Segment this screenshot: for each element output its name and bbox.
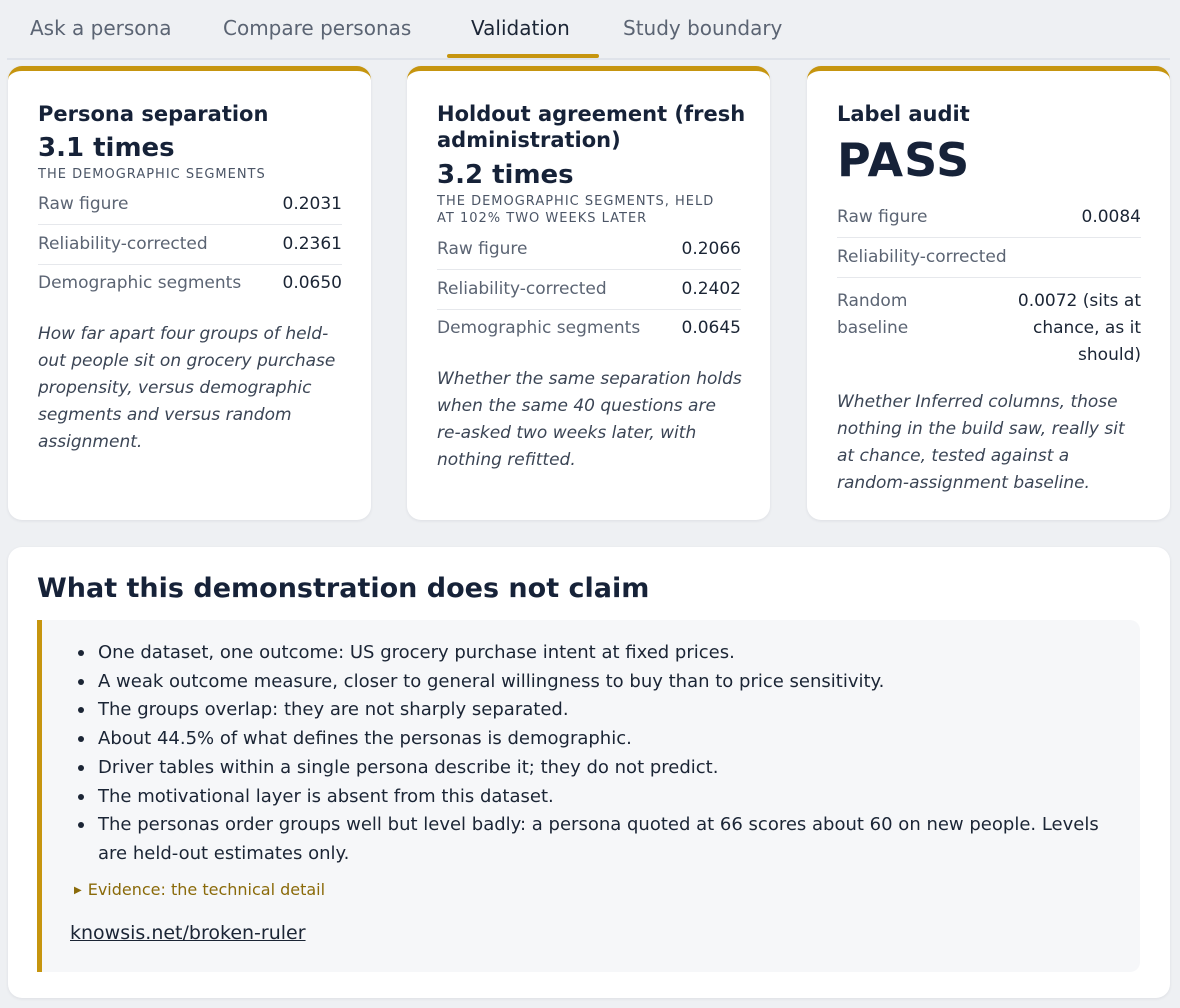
- evidence-label: Evidence: the technical detail: [87, 880, 326, 899]
- list-item: The motivational layer is absent from this dataset.: [98, 783, 1118, 812]
- metric-value: 0.0650: [282, 273, 342, 293]
- list-item: About 44.5% of what defines the personas is demographic.: [98, 725, 1118, 754]
- metric-value: 0.0645: [681, 318, 741, 338]
- holdout-caption: THE DEMOGRAPHIC SEGMENTS, HELD AT 102% TWO WEEKS LATER: [437, 194, 715, 226]
- list-item: The personas order groups well but level badly: a persona quoted at 66 scores about 60 on new people. Levels are held-out estimates only.: [98, 811, 1118, 868]
- separation-caption: THE DEMOGRAPHIC SEGMENTS: [38, 167, 266, 182]
- metric-label: Reliability-corrected: [437, 279, 607, 299]
- active-tab-indicator: [447, 54, 599, 58]
- card-note: How far apart four groups of held-out people sit on grocery purchase propensity, versus demographic segments and versus random assignment.: [38, 324, 336, 452]
- broken-ruler-link[interactable]: knowsis.net/broken-ruler: [70, 922, 306, 944]
- tab-compare-personas[interactable]: Compare personas: [223, 16, 412, 40]
- list-item: A weak outcome measure, closer to general willingness to buy than to price sensitivity.: [98, 668, 1118, 697]
- metric-row: [38, 263, 342, 303]
- metric-value: 0.2066: [681, 239, 741, 259]
- metric-value: 0.2361: [282, 234, 342, 254]
- metric-row: [38, 184, 342, 225]
- metric-value: 0.0084: [1081, 207, 1141, 227]
- card-note: Whether the same separation holds when the same 40 questions are re-asked two weeks later, with nothing refitted.: [437, 369, 742, 470]
- claims-panel: [8, 547, 1170, 998]
- persona-separation-card: [8, 66, 371, 520]
- tab-bar: [7, 0, 1170, 60]
- metric-row: [837, 197, 1141, 238]
- audit-result: PASS: [837, 133, 971, 187]
- metric-label: Reliability-corrected: [38, 234, 208, 254]
- metric-label: Raw figure: [837, 207, 928, 227]
- metric-value: 0.0072 (sits at chance, as it should): [1017, 291, 1141, 365]
- claims-title: What this demonstration does not claim: [37, 573, 650, 604]
- metric-value: 0.2031: [282, 194, 342, 214]
- metric-row: [437, 269, 741, 310]
- metric-row: [437, 229, 741, 270]
- label-audit-card: [807, 66, 1170, 520]
- holdout-value: 3.2 times: [437, 160, 574, 190]
- metric-label: Reliability-corrected: [837, 247, 1007, 267]
- metric-label: Random baseline: [837, 291, 909, 338]
- metric-label: Raw figure: [437, 239, 528, 259]
- card-title: Persona separation: [38, 102, 269, 126]
- metric-label: Raw figure: [38, 194, 129, 214]
- card-note: Whether Inferred columns, those nothing in the build saw, really sit at chance, tested against a random-assignment baseline.: [837, 392, 1125, 493]
- list-item: One dataset, one outcome: US grocery purchase intent at fixed prices.: [98, 639, 1118, 668]
- claims-callout: [37, 620, 1140, 972]
- tab-validation[interactable]: Validation: [471, 16, 570, 40]
- claims-list: [98, 639, 1118, 869]
- holdout-agreement-card: [407, 66, 770, 520]
- list-item: Driver tables within a single persona describe it; they do not predict.: [98, 754, 1118, 783]
- disclosure-triangle-icon: ▶: [74, 885, 82, 896]
- metric-row: [38, 224, 342, 265]
- list-item: The groups overlap: they are not sharply separated.: [98, 696, 1118, 725]
- metric-label: Demographic segments: [38, 273, 242, 293]
- tab-ask-a-persona[interactable]: Ask a persona: [30, 16, 172, 40]
- evidence-toggle[interactable]: [74, 880, 325, 899]
- metric-label: Demographic segments: [437, 318, 641, 338]
- card-title: Label audit: [837, 102, 970, 126]
- separation-value: 3.1 times: [38, 133, 175, 163]
- tab-study-boundary[interactable]: Study boundary: [623, 16, 783, 40]
- metric-row: [437, 308, 741, 348]
- metric-row: [837, 237, 1141, 278]
- card-title: Holdout agreement (fresh administration): [437, 102, 746, 152]
- metric-value: 0.2402: [681, 279, 741, 299]
- metric-row: [837, 288, 1141, 370]
